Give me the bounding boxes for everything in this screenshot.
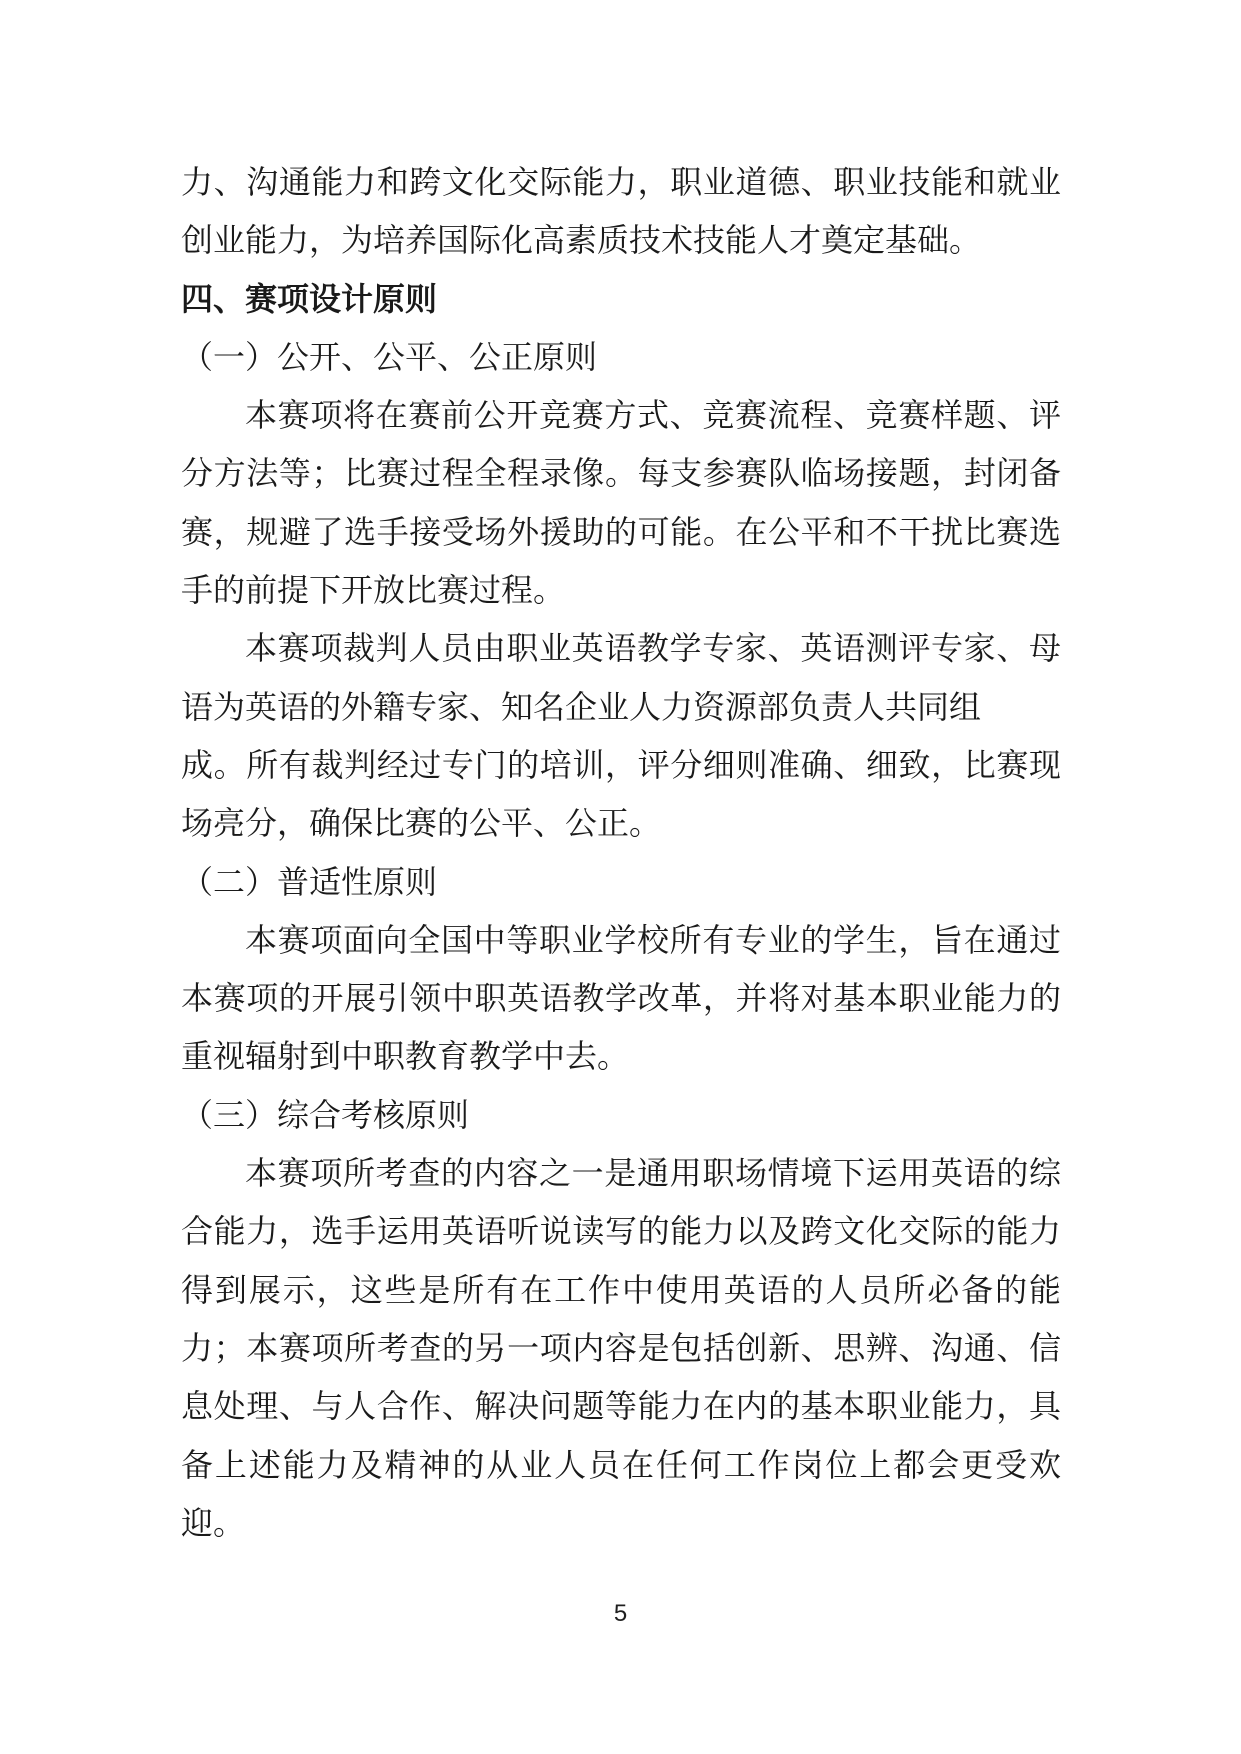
text-line: 赛，规避了选手接受场外援助的可能。在公平和不干扰比赛选 bbox=[181, 513, 1061, 550]
text-line: 得到展示，这些是所有在工作中使用英语的人员所必备的能 bbox=[181, 1271, 1061, 1308]
text-line: 本赛项所考查的内容之一是通用职场情境下运用英语的综 bbox=[245, 1155, 1061, 1192]
text-line: 合能力，选手运用英语听说读写的能力以及跨文化交际的能力 bbox=[181, 1213, 1061, 1250]
text-line: 手的前提下开放比赛过程。 bbox=[181, 572, 566, 609]
subsection-heading: （二）普适性原则 bbox=[181, 863, 438, 900]
page-number: 5 bbox=[613, 1600, 628, 1627]
text-line: 本赛项的开展引领中职英语教学改革，并将对基本职业能力的 bbox=[181, 980, 1061, 1017]
text-line: 成。所有裁判经过专门的培训，评分细则准确、细致，比赛现 bbox=[181, 746, 1061, 783]
text-line: 语为英语的外籍专家、知名企业人力资源部负责人共同组 bbox=[181, 688, 982, 725]
text-line: 本赛项将在赛前公开竞赛方式、竞赛流程、竞赛样题、评 bbox=[245, 397, 1061, 434]
subsection-heading: （三）综合考核原则 bbox=[181, 1096, 470, 1133]
text-line: 分方法等；比赛过程全程录像。每支参赛队临场接题，封闭备 bbox=[181, 455, 1061, 492]
text-line: 本赛项裁判人员由职业英语教学专家、英语测评专家、母 bbox=[245, 630, 1061, 667]
text-line: 息处理、与人合作、解决问题等能力在内的基本职业能力，具 bbox=[181, 1388, 1061, 1425]
section-heading: 四、赛项设计原则 bbox=[181, 280, 438, 317]
document-body bbox=[181, 153, 1061, 1552]
subsection-heading: （一）公开、公平、公正原则 bbox=[181, 338, 598, 375]
text-line: 力；本赛项所考查的另一项内容是包括创新、思辨、沟通、信 bbox=[181, 1329, 1061, 1366]
page-footer bbox=[0, 1598, 1241, 1630]
text-line: 备上述能力及精神的从业人员在任何工作岗位上都会更受欢 bbox=[181, 1446, 1061, 1483]
text-line: 迎。 bbox=[181, 1504, 246, 1541]
text-line: 重视辐射到中职教育教学中去。 bbox=[181, 1038, 630, 1075]
text-line: 本赛项面向全国中等职业学校所有专业的学生，旨在通过 bbox=[245, 921, 1061, 958]
text-line: 创业能力，为培养国际化高素质技术技能人才奠定基础。 bbox=[181, 222, 982, 259]
text-line: 力、沟通能力和跨文化交际能力，职业道德、职业技能和就业 bbox=[181, 164, 1061, 200]
text-line: 场亮分，确保比赛的公平、公正。 bbox=[181, 805, 662, 842]
